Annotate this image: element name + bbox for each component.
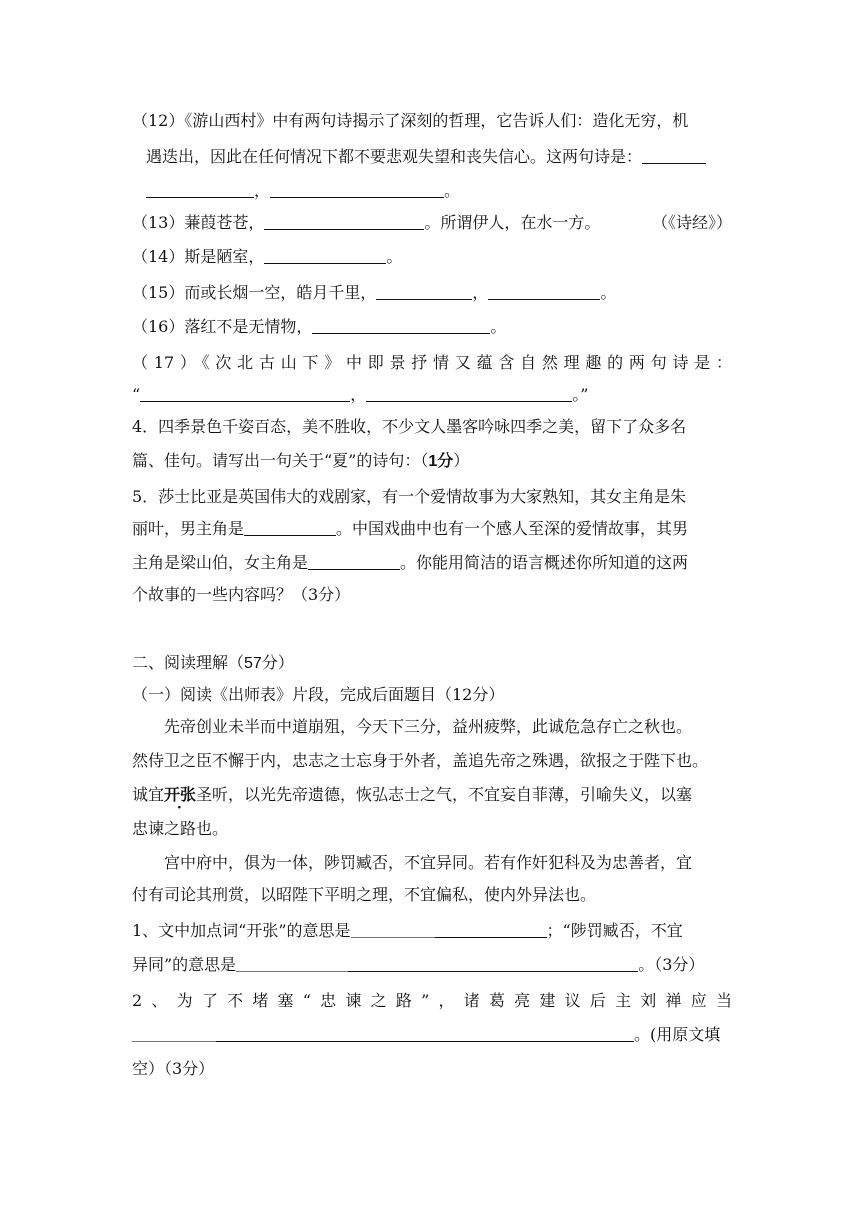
- q12-blank-1a[interactable]: [642, 147, 706, 164]
- q5-line-1: [132, 486, 732, 508]
- q4-text-2: 篇、佳句。请写出一句关于“夏”的诗句：（: [132, 451, 429, 470]
- q12-blank-1b[interactable]: [146, 181, 254, 198]
- qa2-text-3: 空）（3分）: [132, 1059, 215, 1078]
- q17-line-2: [132, 384, 732, 406]
- q15-end: 。: [600, 283, 617, 302]
- q4-line-2: [132, 450, 732, 473]
- q5-text-3b: 。你能用简洁的语言概述你所知道的这两: [400, 553, 689, 572]
- q17-text: （17）《次北古山下》中即景抒情又蕴含自然理趣的两句诗是：: [132, 353, 732, 372]
- passage-p1-line-4: [132, 818, 732, 840]
- q14-blank[interactable]: [264, 247, 386, 264]
- q4-text-2-end: ）: [453, 451, 470, 470]
- passage-text: 圣听，以光先帝遗德，恢弘志士之气，不宜妄自菲薄，引喻失义，以塞: [196, 785, 693, 804]
- q13-middle: 。所谓伊人，在水一方。: [424, 213, 601, 232]
- qa2-line-1: [132, 990, 732, 1012]
- passage-p2-line-1: [164, 852, 764, 874]
- qa1-text-1b: ；“陟罚臧否，不宜: [546, 921, 683, 940]
- q17-open: “: [132, 385, 141, 404]
- passage-text: 诚宜: [132, 785, 165, 804]
- section2-score: 57分: [244, 655, 278, 672]
- q17-line-1: [132, 352, 732, 374]
- qa1-text-1a: 1、文中加点词“开张”的意思是: [132, 921, 351, 940]
- q16-end: 。: [490, 317, 507, 336]
- q17-sep: ，: [350, 385, 367, 404]
- q12-line-1: [132, 110, 732, 132]
- q5-line-3: [132, 552, 732, 574]
- q17-end: 。”: [572, 385, 589, 404]
- q5-line-2: [132, 518, 732, 540]
- part1-title-text: （一）阅读《出师表》片段，完成后面题目（12分）: [132, 685, 505, 704]
- q15-line: [132, 282, 732, 304]
- q5-blank-zhuyingtai[interactable]: [308, 553, 400, 570]
- section2-title: [132, 652, 732, 675]
- q12-blank-2[interactable]: [270, 181, 444, 198]
- qa1-text-2a: 异同”的意思是: [132, 955, 237, 974]
- passage-text: 先帝创业未半而中道崩殂，今天下三分，益州疲弊，此诚危急存亡之秋也。: [164, 717, 693, 736]
- q13-start: （13）蒹葭苍苍，: [132, 213, 265, 232]
- q12-sep: ，: [254, 181, 271, 200]
- q14-end: 。: [386, 247, 403, 266]
- qa2-text-2: 。(用原文填: [634, 1025, 721, 1044]
- passage-p2-line-2: [132, 884, 732, 906]
- qa2-text-1: 2、为了不堵塞“忠谏之路”，诸葛亮建议后主刘禅应当: [132, 991, 732, 1010]
- q12-line-2: [146, 146, 746, 168]
- q12-end: 。: [444, 181, 461, 200]
- section2-title-a: 二、阅读理解（: [132, 653, 245, 672]
- passage-text: 然侍卫之臣不懈于内，忠志之士忘身于外者，盖追先帝之殊遇，欲报之于陛下也。: [132, 751, 709, 770]
- qa1-blank-2b[interactable]: [348, 955, 638, 972]
- qa1-line-1: [132, 920, 732, 942]
- q15-blank-2[interactable]: [488, 283, 600, 300]
- q16-start: （16）落红不是无情物，: [132, 317, 313, 336]
- qa2-line-2: [132, 1024, 732, 1046]
- q15-blank-1[interactable]: [376, 283, 472, 300]
- passage-text: 付有司论其刑赏，以昭陛下平明之理，不宜偏私，使内外异法也。: [132, 885, 597, 904]
- q12-text-2: 遇迭出，因此在任何情况下都不要悲观失望和丧失信心。这两句诗是：: [146, 147, 643, 166]
- qa1-blank-2a[interactable]: [236, 955, 348, 972]
- q15-start: （15）而或长烟一空，皓月千里，: [132, 283, 377, 302]
- q4-score: 1分: [428, 453, 454, 470]
- qa1-blank-1a[interactable]: [351, 921, 435, 938]
- q5-text-4: 个故事的一些内容吗？（3分）: [132, 585, 351, 604]
- q5-line-4: [132, 584, 732, 606]
- q12-line-3: [146, 180, 746, 202]
- q5-text-1: 5．莎士比亚是英国伟大的戏剧家，有一个爱情故事为大家熟知，其女主角是朱: [132, 487, 687, 506]
- q14-start: （14）斯是陋室，: [132, 247, 265, 266]
- qa1-line-2: [132, 954, 732, 976]
- part1-title: [132, 684, 732, 706]
- q16-blank[interactable]: [312, 317, 490, 334]
- q14-line: [132, 246, 732, 268]
- qa1-blank-1b[interactable]: [435, 921, 547, 938]
- dotted-word-kaizhang: 开张: [164, 785, 197, 804]
- q5-text-2a: 丽叶，男主角是: [132, 519, 245, 538]
- q13-line: [132, 212, 732, 234]
- q17-blank-2[interactable]: [366, 385, 572, 402]
- qa2-blank-b[interactable]: [216, 1025, 634, 1042]
- q15-sep: ，: [472, 283, 489, 302]
- q4-text-1: 4．四季景色千姿百态，美不胜收，不少文人墨客吟咏四季之美，留下了众多名: [132, 417, 687, 436]
- passage-text: 忠谏之路也。: [132, 819, 229, 838]
- qa1-text-2b: 。（3分）: [638, 955, 705, 974]
- q5-text-2b: 。中国戏曲中也有一个感人至深的爱情故事，其男: [336, 519, 689, 538]
- passage-p1-line-3: [132, 784, 732, 806]
- q13-blank[interactable]: [264, 213, 424, 230]
- section2-title-b: ）: [277, 653, 294, 672]
- q12-text-1: （12）《游山西村》中有两句诗揭示了深刻的哲理，它告诉人们：造化无穷，机: [132, 111, 689, 130]
- q5-blank-romeo[interactable]: [244, 519, 336, 536]
- q13-source: （《诗经》）: [651, 213, 732, 232]
- passage-p1-line-2: [132, 750, 732, 772]
- q5-text-3a: 主角是梁山伯，女主角是: [132, 553, 309, 572]
- q17-blank-1[interactable]: [140, 385, 350, 402]
- passage-text: 宫中府中，俱为一体，陟罚臧否，不宜异同。若有作奸犯科及为忠善者，宜: [164, 853, 693, 872]
- qa2-line-3: [132, 1058, 732, 1080]
- q4-line-1: [132, 416, 732, 438]
- q16-line: [132, 316, 732, 338]
- qa2-blank-a[interactable]: [132, 1025, 216, 1042]
- passage-p1-line-1: [164, 716, 764, 738]
